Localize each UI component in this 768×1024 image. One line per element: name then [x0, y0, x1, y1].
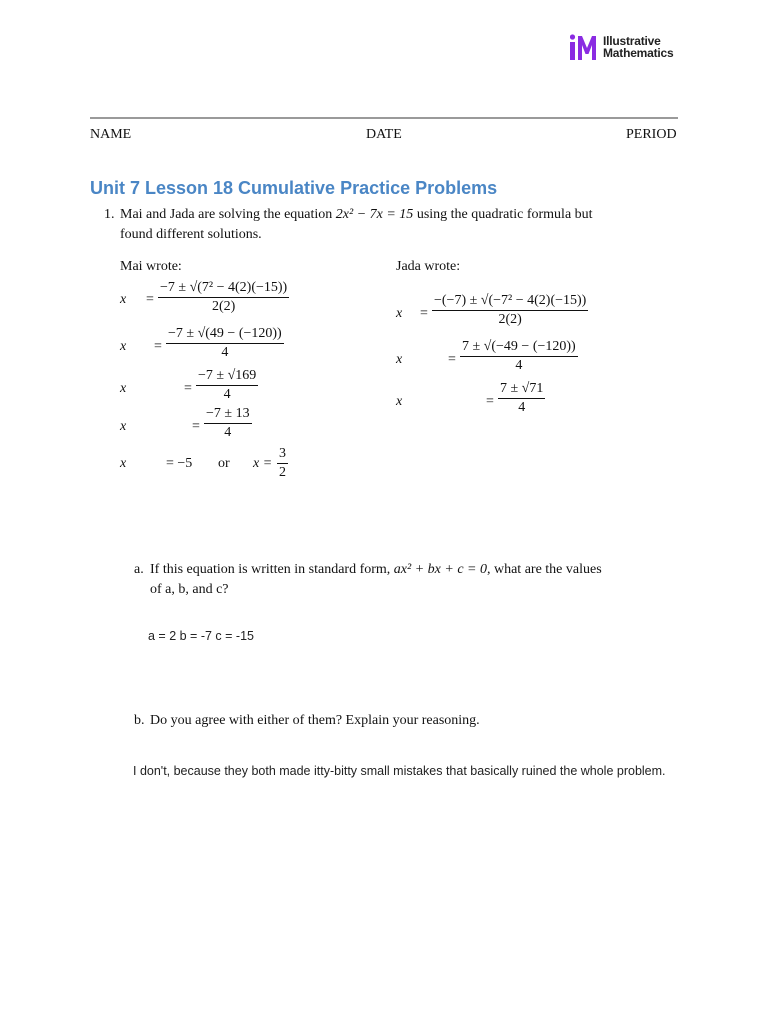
fraction — [460, 338, 578, 374]
var-x: x — [120, 339, 127, 354]
intro-post: using the quadratic formula but — [416, 207, 593, 222]
part-a-question — [150, 560, 690, 600]
part-b-answer: I don't, because they both made itty-bitty small mistakes that basically ruined the whole problem. — [133, 764, 666, 778]
equals: = — [448, 352, 456, 367]
final-right-pre: x = — [253, 456, 273, 471]
var-x: x — [120, 292, 127, 307]
var-x: x — [396, 306, 403, 321]
intro-line2: found different solutions. — [120, 227, 262, 242]
denominator: 4 — [224, 425, 232, 440]
var-x: x — [120, 419, 127, 434]
equals: = — [184, 381, 192, 396]
denominator: 2 — [279, 465, 286, 480]
name-label: NAME — [90, 127, 132, 142]
page-title: Unit 7 Lesson 18 Cumulative Practice Problems — [90, 178, 498, 198]
fraction — [196, 367, 258, 403]
var-x: x — [120, 381, 127, 396]
numerator: −7 ± √(49 − (−120)) — [166, 325, 284, 344]
numerator: 3 — [277, 445, 288, 464]
denominator: 4 — [515, 358, 523, 373]
fraction — [498, 380, 545, 416]
mai-final — [120, 445, 320, 485]
numerator: 7 ± √71 — [498, 380, 545, 399]
equals: = — [486, 394, 494, 409]
part-a-text-1: If this equation is written in standard form, — [150, 562, 391, 577]
numerator: −7 ± 13 — [204, 405, 252, 424]
problem-number: 1. — [104, 207, 115, 222]
fraction — [432, 292, 588, 328]
var-x: x — [396, 394, 403, 409]
fraction — [166, 325, 284, 361]
period-label: PERIOD — [626, 127, 677, 142]
final-or: or — [218, 456, 230, 471]
final-left: = −5 — [166, 456, 193, 471]
denominator: 4 — [518, 400, 526, 415]
denominator: 2(2) — [498, 312, 522, 327]
numerator: −7 ± √(7² − 4(2)(−15)) — [158, 279, 289, 298]
equals: = — [420, 306, 428, 321]
part-a-line2: of a, b, and c? — [150, 582, 229, 597]
part-a-label: a. — [134, 562, 144, 577]
intro-equation: 2x² − 7x = 15 — [335, 207, 414, 222]
logo-line2: Mathematics — [603, 46, 674, 60]
equals: = — [146, 292, 154, 307]
denominator: 4 — [221, 345, 229, 360]
part-a-answer: a = 2 b = -7 c = -15 — [148, 629, 254, 643]
numerator: −7 ± √169 — [196, 367, 258, 386]
equals: = — [154, 339, 162, 354]
problem-intro — [120, 205, 680, 245]
fraction — [158, 279, 289, 315]
numerator: 7 ± √(−49 − (−120)) — [460, 338, 578, 357]
numerator: −(−7) ± √(−7² − 4(2)(−15)) — [432, 292, 588, 311]
var-x: x — [396, 352, 403, 367]
equals: = — [192, 419, 200, 434]
fraction — [277, 445, 288, 481]
denominator: 2(2) — [211, 299, 236, 314]
mai-label: Mai wrote: — [120, 259, 182, 274]
illustrative-mathematics-logo — [570, 34, 600, 60]
jada-label: Jada wrote: — [396, 259, 461, 274]
fraction — [204, 405, 252, 441]
var-x: x — [120, 456, 127, 471]
logo-text — [603, 35, 674, 59]
logo-line1: Illustrative — [603, 34, 661, 48]
date-label: DATE — [366, 127, 402, 142]
part-a-equation: ax² + bx + c = 0 — [393, 562, 487, 577]
part-b-label: b. — [134, 713, 145, 728]
part-b-question: Do you agree with either of them? Explain your reasoning. — [150, 713, 480, 728]
denominator: 4 — [223, 387, 231, 402]
header-rule — [90, 117, 678, 119]
part-a-text-2: , what are the values — [486, 562, 602, 577]
intro-pre: Mai and Jada are solving the equation — [120, 207, 333, 222]
